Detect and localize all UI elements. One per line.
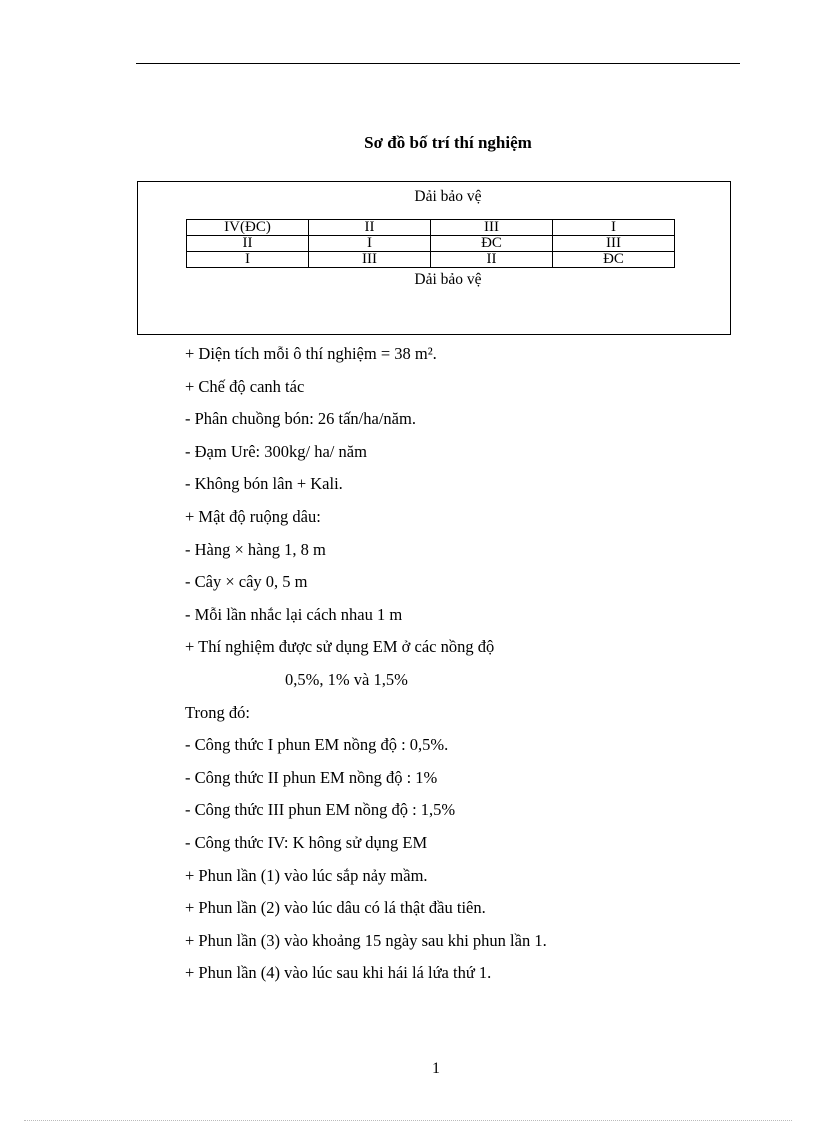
text-line: - Công thức III phun EM nồng độ : 1,5% — [185, 800, 456, 820]
page-bottom-divider — [24, 1120, 792, 1121]
text-line: + Phun lần (2) vào lúc dâu có lá thật đầu tiên. — [185, 898, 486, 918]
text-line: + Diện tích mỗi ô thí nghiệm = 38 m². — [185, 344, 437, 363]
text-line: + Mật độ ruộng dâu: — [185, 506, 321, 526]
plot-cell: I — [309, 236, 431, 252]
plot-cell: III — [553, 236, 675, 252]
text-line: + Phun lần (3) vào khoảng 15 ngày sau khi phun lần 1. — [185, 930, 547, 950]
text-line: - Phân chuồng bón: 26 tấn/ha/năm. — [185, 409, 416, 429]
text-line: 0,5%, 1% và 1,5% — [285, 669, 408, 689]
diagram-title: Sơ đồ bố trí thí nghiệm — [364, 133, 532, 152]
plot-cell: I — [553, 220, 675, 236]
plot-grid — [186, 219, 675, 268]
page-number: 1 — [432, 1060, 440, 1077]
plot-cell: II — [309, 220, 431, 236]
body-text — [185, 343, 547, 995]
text-line: - Cây × cây 0, 5 m — [185, 572, 308, 592]
text-line: + Chế độ canh tác — [185, 376, 305, 396]
plot-cell: II — [431, 252, 553, 268]
header-rule — [136, 63, 740, 64]
plot-cell: IV(ĐC) — [187, 220, 309, 236]
plot-cell: II — [187, 236, 309, 252]
text-line: - Không bón lân + Kali. — [185, 474, 343, 494]
text-line: - Công thức II phun EM nồng độ : 1% — [185, 767, 438, 787]
plot-cell: ĐC — [553, 252, 675, 268]
plot-cell: III — [431, 220, 553, 236]
text-line: + Phun lần (1) vào lúc sắp nảy mầm. — [185, 865, 428, 885]
text-line: - Hàng × hàng 1, 8 m — [185, 539, 326, 559]
text-line: + Phun lần (4) vào lúc sau khi hái lá lứa thứ 1. — [185, 963, 492, 983]
plot-row — [187, 252, 675, 268]
text-line: - Đạm Urê: 300kg/ ha/ năm — [185, 441, 367, 461]
text-line: - Công thức IV: K hông sử dụng EM — [185, 832, 428, 852]
plot-cell: ĐC — [431, 236, 553, 252]
text-line: + Thí nghiệm được sử dụng EM ở các nồng độ — [185, 637, 495, 657]
guard-strip-top-label: Dải bảo vệ — [414, 188, 482, 205]
plot-row — [187, 236, 675, 252]
plot-cell: I — [187, 252, 309, 268]
plot-row — [187, 220, 675, 236]
guard-strip-bottom-label: Dải bảo vệ — [414, 271, 482, 288]
layout-diagram — [137, 181, 731, 335]
plot-cell: III — [309, 252, 431, 268]
text-line: - Mỗi lần nhắc lại cách nhau 1 m — [185, 604, 403, 624]
text-line: - Công thức I phun EM nồng độ : 0,5%. — [185, 735, 449, 755]
text-line: Trong đó: — [185, 702, 250, 722]
